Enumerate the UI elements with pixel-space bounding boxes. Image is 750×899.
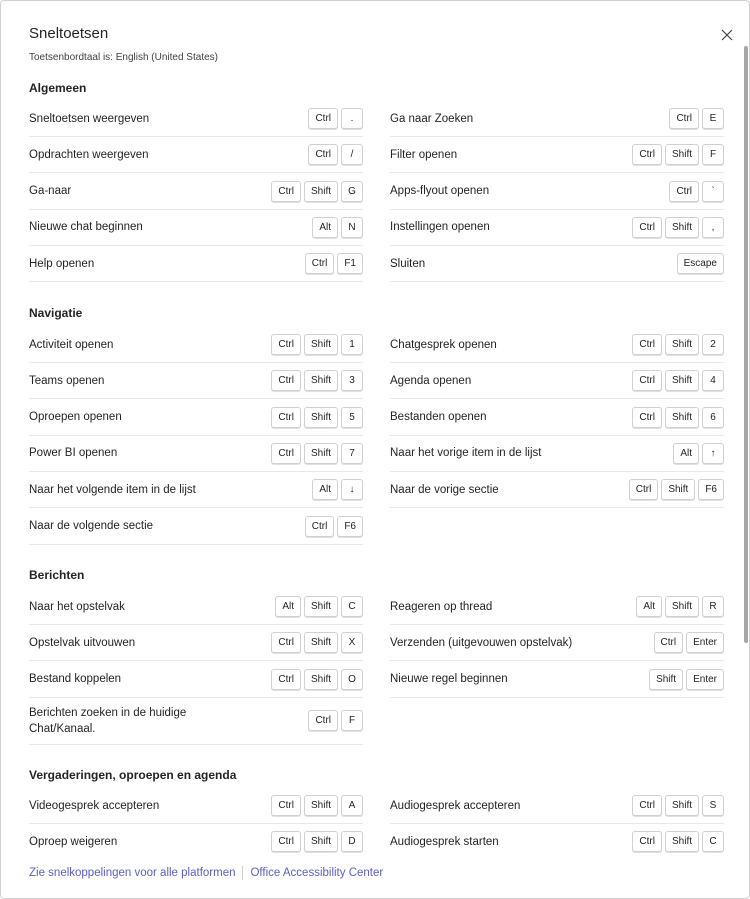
shortcut-label: Audiogesprek accepteren xyxy=(390,799,521,812)
key-cap: Ctrl xyxy=(308,710,338,731)
key-cap: , xyxy=(702,217,724,238)
key-cap: Ctrl xyxy=(271,632,301,653)
key-cap: Enter xyxy=(686,669,724,690)
key-cap: Ctrl xyxy=(632,370,662,391)
shortcut-label: Opdrachten weergeven xyxy=(29,148,149,161)
key-cap: 6 xyxy=(702,407,724,428)
shortcut-label: Teams openen xyxy=(29,374,105,387)
scrollbar-thumb[interactable] xyxy=(744,46,748,643)
key-cap: Shift xyxy=(304,181,338,202)
key-cap: Ctrl xyxy=(632,334,662,355)
key-cap: Ctrl xyxy=(632,831,662,852)
shortcut-row xyxy=(390,174,724,210)
shortcut-row xyxy=(29,436,363,472)
shortcut-row xyxy=(29,400,363,436)
key-cap: F xyxy=(341,710,363,731)
shortcut-row xyxy=(390,625,724,661)
key-cap: E xyxy=(702,108,724,129)
key-cap: Ctrl xyxy=(632,144,662,165)
key-cap: G xyxy=(341,181,363,202)
shortcut-row xyxy=(29,246,363,282)
key-cap: 3 xyxy=(341,370,363,391)
key-cap: Ctrl xyxy=(305,516,335,537)
key-cap: Ctrl xyxy=(271,407,301,428)
key-cap: Shift xyxy=(665,217,699,238)
accessibility-center-link[interactable]: Office Accessibility Center xyxy=(250,867,384,879)
dialog-footer xyxy=(1,856,741,899)
key-combination xyxy=(308,710,363,731)
shortcut-label: Naar de vorige sectie xyxy=(390,483,499,496)
key-combination xyxy=(308,144,363,165)
key-cap: Enter xyxy=(686,632,724,653)
close-icon xyxy=(721,29,733,41)
key-cap: Ctrl xyxy=(632,407,662,428)
key-cap: Ctrl xyxy=(271,370,301,391)
key-cap: Ctrl xyxy=(271,334,301,355)
shortcut-label: Audiogesprek starten xyxy=(390,835,499,848)
close-button[interactable] xyxy=(717,25,737,45)
key-cap: 2 xyxy=(702,334,724,355)
shortcut-row xyxy=(390,101,724,137)
key-cap: R xyxy=(702,596,724,617)
key-cap: 4 xyxy=(702,370,724,391)
key-combination xyxy=(305,253,363,274)
shortcut-row xyxy=(29,101,363,137)
shortcut-label: Berichten zoeken in de huidige Chat/Kanaal. xyxy=(29,706,187,735)
shortcut-label: Instellingen openen xyxy=(390,221,490,234)
shortcut-row xyxy=(29,210,363,246)
key-cap: 5 xyxy=(341,407,363,428)
key-cap: Shift xyxy=(665,370,699,391)
shortcut-row xyxy=(390,210,724,246)
key-cap: C xyxy=(702,831,724,852)
key-combination xyxy=(271,795,363,816)
key-cap: Shift xyxy=(665,831,699,852)
key-combination xyxy=(632,217,724,238)
shortcut-row xyxy=(29,327,363,363)
key-combination xyxy=(673,443,724,464)
key-cap: Ctrl xyxy=(308,108,338,129)
key-combination xyxy=(654,632,724,653)
shortcut-label: Nieuwe regel beginnen xyxy=(390,673,508,686)
shortcut-label: Oproep weigeren xyxy=(29,835,118,848)
section-title: Berichten xyxy=(29,568,85,582)
shortcut-row xyxy=(390,662,724,698)
key-cap: / xyxy=(341,144,363,165)
shortcut-row xyxy=(390,589,724,625)
key-cap: F6 xyxy=(698,479,724,500)
key-combination xyxy=(305,516,363,537)
key-cap: ↑ xyxy=(702,443,724,464)
key-cap: Shift xyxy=(304,632,338,653)
key-cap: 1 xyxy=(341,334,363,355)
shortcut-label: Naar de volgende sectie xyxy=(29,520,154,532)
key-cap: Alt xyxy=(312,217,338,238)
key-cap: Ctrl xyxy=(271,669,301,690)
key-combination xyxy=(271,669,363,690)
key-combination xyxy=(669,108,724,129)
key-combination xyxy=(271,370,363,391)
key-combination xyxy=(271,443,363,464)
section-title: Vergaderingen, oproepen en agenda xyxy=(29,768,237,782)
key-combination xyxy=(677,253,724,274)
shortcut-row xyxy=(390,400,724,436)
shortcut-label: Videogesprek accepteren xyxy=(29,799,160,812)
key-cap: Shift xyxy=(665,596,699,617)
shortcut-row xyxy=(390,137,724,173)
shortcut-label: Opstelvak uitvouwen xyxy=(29,636,136,649)
key-cap: Ctrl xyxy=(271,831,301,852)
key-cap: Alt xyxy=(312,479,338,500)
key-cap: D xyxy=(341,831,363,852)
shortcut-label: Apps-flyout openen xyxy=(390,185,490,198)
key-cap: Ctrl xyxy=(271,181,301,202)
shortcut-row xyxy=(29,698,363,745)
key-combination xyxy=(636,596,724,617)
key-cap: F xyxy=(702,144,724,165)
key-combination xyxy=(632,144,724,165)
key-combination xyxy=(312,217,363,238)
shortcut-label: Sneltoetsen weergeven xyxy=(29,112,150,125)
key-cap: O xyxy=(341,669,363,690)
shortcut-row xyxy=(390,363,724,399)
key-cap: Shift xyxy=(661,479,695,500)
key-cap: Shift xyxy=(665,407,699,428)
key-cap: Ctrl xyxy=(632,217,662,238)
key-cap: Escape xyxy=(677,253,724,274)
key-combination xyxy=(629,479,724,500)
key-cap: N xyxy=(341,217,363,238)
shortcut-label: Naar het volgende item in de lijst xyxy=(29,483,196,496)
keyboard-language: Toetsenbordtaal is: English (United States) xyxy=(29,52,218,63)
shortcut-row xyxy=(29,824,363,856)
key-combination xyxy=(632,407,724,428)
shortcut-label: Oproepen openen xyxy=(29,411,122,424)
shortcut-row xyxy=(390,327,724,363)
shortcut-row xyxy=(29,137,363,173)
key-cap: Alt xyxy=(275,596,301,617)
shortcut-label: Filter openen xyxy=(390,148,458,161)
shortcut-row xyxy=(29,363,363,399)
shortcut-label: Ga-naar xyxy=(29,185,72,198)
key-combination xyxy=(632,334,724,355)
key-combination xyxy=(271,831,363,852)
shortcut-row xyxy=(29,174,363,210)
key-cap: Shift xyxy=(304,831,338,852)
key-combination xyxy=(271,632,363,653)
shortcut-label: Agenda openen xyxy=(390,374,472,387)
shortcut-row xyxy=(29,472,363,508)
key-combination xyxy=(271,334,363,355)
shortcut-row xyxy=(29,509,363,545)
shortcut-label: Sluiten xyxy=(390,257,426,270)
shortcut-label: Power BI openen xyxy=(29,447,118,460)
key-combination xyxy=(271,181,363,202)
shortcut-label: Verzenden (uitgevouwen opstelvak) xyxy=(390,636,573,649)
shortcut-row xyxy=(390,246,724,282)
key-cap: 7 xyxy=(341,443,363,464)
shortcut-row xyxy=(390,436,724,472)
key-cap: Ctrl xyxy=(669,108,699,129)
key-cap: Ctrl xyxy=(629,479,659,500)
key-cap: Shift xyxy=(304,596,338,617)
key-cap: . xyxy=(341,108,363,129)
shortcut-label: Bestand koppelen xyxy=(29,673,122,686)
key-cap: Alt xyxy=(636,596,662,617)
key-cap: A xyxy=(341,795,363,816)
key-cap: S xyxy=(702,795,724,816)
key-combination xyxy=(632,370,724,391)
shortcut-label: Naar het vorige item in de lijst xyxy=(390,447,542,460)
shortcut-label: Help openen xyxy=(29,257,95,270)
key-combination xyxy=(275,596,363,617)
section-title: Algemeen xyxy=(29,81,87,95)
key-cap: Shift xyxy=(665,144,699,165)
key-cap: Shift xyxy=(304,669,338,690)
key-cap: Alt xyxy=(673,443,699,464)
key-combination xyxy=(312,479,363,500)
shortcut-row xyxy=(390,472,724,508)
shortcut-label: Chatgesprek openen xyxy=(390,338,497,351)
all-platforms-link[interactable]: Zie snelkoppelingen voor alle platformen xyxy=(29,867,236,879)
section-title: Navigatie xyxy=(29,306,83,320)
key-cap: Shift xyxy=(304,443,338,464)
shortcut-row xyxy=(390,788,724,824)
key-cap: Shift xyxy=(665,795,699,816)
key-combination xyxy=(632,831,724,852)
shortcut-label: Bestanden openen xyxy=(390,411,487,424)
footer-divider xyxy=(242,866,243,880)
key-cap: F6 xyxy=(337,516,363,537)
key-combination xyxy=(649,669,724,690)
key-cap: Shift xyxy=(649,669,683,690)
key-cap: Ctrl xyxy=(271,443,301,464)
key-cap: Shift xyxy=(304,407,338,428)
shortcut-label: Naar het opstelvak xyxy=(29,600,125,613)
key-cap: Ctrl xyxy=(308,144,338,165)
key-cap: Shift xyxy=(304,334,338,355)
key-cap: Shift xyxy=(665,334,699,355)
key-cap: X xyxy=(341,632,363,653)
key-combination xyxy=(669,181,724,202)
key-cap: C xyxy=(341,596,363,617)
shortcut-label: Reageren op thread xyxy=(390,600,493,613)
key-cap: Ctrl xyxy=(669,181,699,202)
key-cap: Ctrl xyxy=(271,795,301,816)
dialog-title: Sneltoetsen xyxy=(29,25,109,42)
shortcuts-content[interactable] xyxy=(1,1,741,856)
key-cap: Shift xyxy=(304,795,338,816)
key-cap: ` xyxy=(702,181,724,202)
key-combination xyxy=(308,108,363,129)
key-cap: ↓ xyxy=(341,479,363,500)
key-combination xyxy=(271,407,363,428)
shortcut-row xyxy=(29,625,363,661)
shortcut-row xyxy=(29,589,363,625)
key-cap: Shift xyxy=(304,370,338,391)
shortcut-label: Activiteit openen xyxy=(29,338,114,351)
shortcut-label: Nieuwe chat beginnen xyxy=(29,221,143,234)
shortcut-row xyxy=(29,662,363,698)
key-combination xyxy=(632,795,724,816)
key-cap: Ctrl xyxy=(305,253,335,274)
shortcut-row xyxy=(29,788,363,824)
shortcut-row xyxy=(390,824,724,856)
key-cap: Ctrl xyxy=(632,795,662,816)
key-cap: F1 xyxy=(337,253,363,274)
key-cap: Ctrl xyxy=(654,632,684,653)
shortcut-label: Ga naar Zoeken xyxy=(390,112,474,125)
